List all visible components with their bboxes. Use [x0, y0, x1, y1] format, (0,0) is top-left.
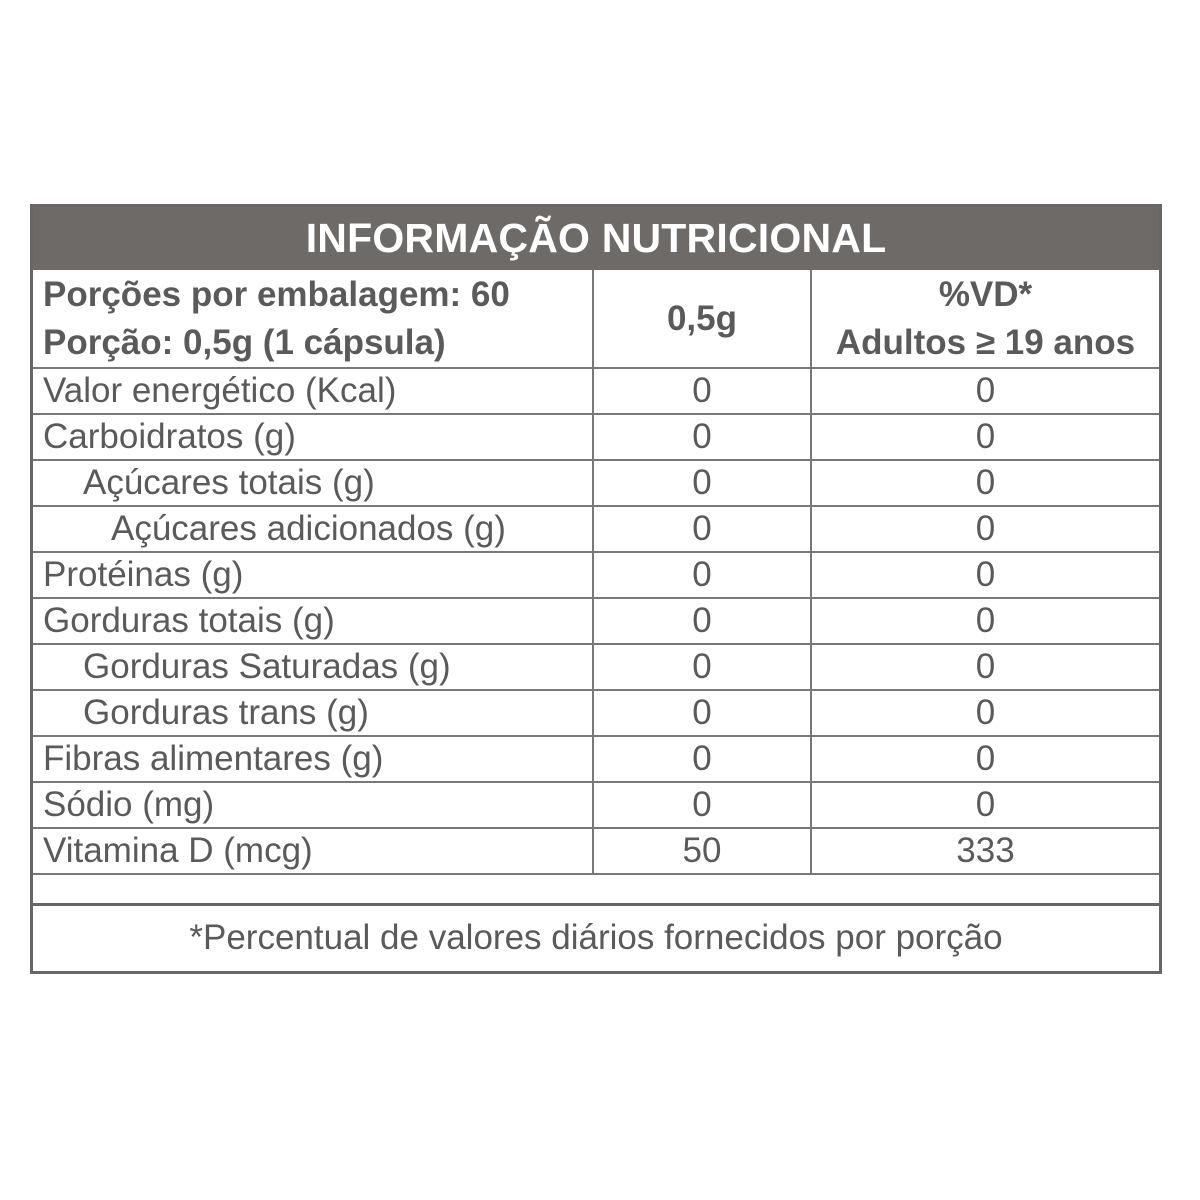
nutrient-amount: 0: [593, 736, 811, 782]
nutrient-label: Gorduras trans (g): [33, 690, 593, 736]
nutrient-amount: 0: [593, 460, 811, 506]
nutrient-daily-value: 0: [811, 506, 1159, 552]
amount-column-label: 0,5g: [666, 298, 738, 338]
nutrient-amount: 0: [593, 644, 811, 690]
table-row: [33, 644, 1159, 690]
dv-column-header: [811, 270, 1159, 368]
nutrient-label: Carboidratos (g): [33, 414, 593, 460]
table-row: [33, 460, 1159, 506]
table-row: [33, 736, 1159, 782]
table-row: [33, 782, 1159, 828]
nutrient-daily-value: 0: [811, 782, 1159, 828]
nutrient-daily-value: 0: [811, 552, 1159, 598]
nutrient-amount: 0: [593, 506, 811, 552]
table-row: [33, 414, 1159, 460]
table-row: [33, 598, 1159, 644]
serving-size: Porção: 0,5g (1 cápsula): [43, 322, 446, 362]
nutrient-daily-value: 0: [811, 368, 1159, 414]
nutrition-facts-panel: [30, 204, 1162, 974]
nutrient-daily-value: 0: [811, 460, 1159, 506]
nutrient-label: Sódio (mg): [33, 782, 593, 828]
nutrient-daily-value: 0: [811, 690, 1159, 736]
nutrient-daily-value: 0: [811, 598, 1159, 644]
table-row: [33, 690, 1159, 736]
footnote: *Percentual de valores diários fornecidos por porção: [33, 903, 1159, 971]
servings-per-package: Porções por embalagem: 60: [43, 274, 510, 314]
table-row: [33, 506, 1159, 552]
nutrition-title: INFORMAÇÃO NUTRICIONAL: [33, 207, 1159, 270]
table-row: [33, 828, 1159, 874]
nutrition-table: [33, 270, 1159, 875]
dv-column-sublabel: Adultos ≥ 19 anos: [835, 322, 1136, 362]
nutrient-label: Gorduras Saturadas (g): [33, 644, 593, 690]
nutrient-label: Protéinas (g): [33, 552, 593, 598]
table-header-row: [33, 270, 1159, 368]
serving-info-cell: [33, 270, 593, 368]
nutrient-label: Vitamina D (mcg): [33, 828, 593, 874]
dv-column-label: %VD*: [938, 274, 1033, 314]
table-row: [33, 552, 1159, 598]
nutrient-label: Açúcares adicionados (g): [33, 506, 593, 552]
nutrient-amount: 50: [593, 828, 811, 874]
amount-column-header: [593, 270, 811, 368]
nutrient-amount: 0: [593, 690, 811, 736]
nutrient-label: Gorduras totais (g): [33, 598, 593, 644]
nutrient-daily-value: 0: [811, 414, 1159, 460]
nutrient-amount: 0: [593, 368, 811, 414]
nutrient-daily-value: 0: [811, 644, 1159, 690]
table-row: [33, 368, 1159, 414]
nutrient-amount: 0: [593, 414, 811, 460]
nutrient-label: Açúcares totais (g): [33, 460, 593, 506]
nutrient-amount: 0: [593, 782, 811, 828]
nutrient-amount: 0: [593, 552, 811, 598]
nutrient-daily-value: 0: [811, 736, 1159, 782]
nutrient-label: Fibras alimentares (g): [33, 736, 593, 782]
nutrient-daily-value: 333: [811, 828, 1159, 874]
nutrient-amount: 0: [593, 598, 811, 644]
nutrient-label: Valor energético (Kcal): [33, 368, 593, 414]
